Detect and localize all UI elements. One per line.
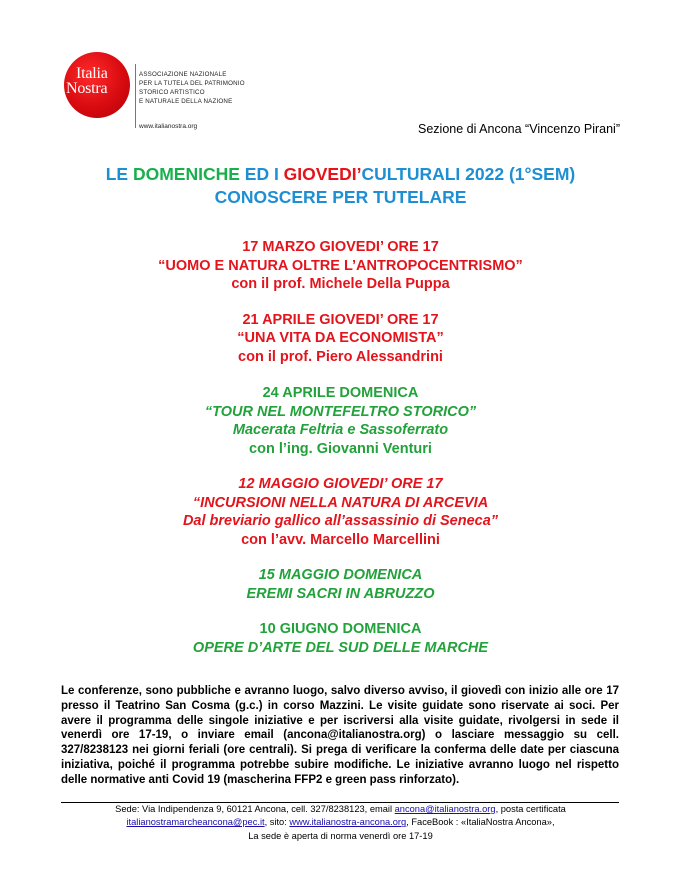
event-item — [0, 475, 681, 549]
event-speaker: con l’avv. Marcello Marcellini — [241, 531, 440, 548]
event-item — [0, 384, 681, 458]
assoc-line: E NATURALE DELLA NAZIONE — [139, 98, 233, 105]
logo-website: www.italianostra.org — [139, 123, 198, 130]
footer-line3: La sede è aperta di norma venerdì ore 17-19 — [248, 830, 433, 841]
event-date: 17 MARZO GIOVEDI’ ORE 17 — [242, 239, 439, 255]
logo-name-line2: Nostra — [66, 80, 108, 97]
event-speaker: con l’ing. Giovanni Venturi — [249, 440, 432, 457]
event-date: 12 MAGGIO GIOVEDI’ ORE 17 — [238, 476, 443, 492]
footer-text: , sito: — [264, 817, 290, 828]
assoc-line: PER LA TUTELA DEL PATRIMONIO — [139, 80, 245, 87]
section-name: Sezione di Ancona “Vincenzo Pirani” — [418, 122, 620, 136]
logo-wordmark — [66, 66, 130, 96]
event-title: EREMI SACRI IN ABRUZZO — [246, 585, 435, 602]
event-date: 15 MAGGIO DOMENICA — [258, 567, 423, 583]
footer-text: , FaceBook : «ItaliaNostra Ancona», — [406, 817, 555, 828]
email-link[interactable]: ancona@italianostra.org — [394, 804, 496, 814]
event-subtitle: Macerata Feltria e Sassoferrato — [232, 422, 449, 438]
title-part: CULTURALI 2022 (1°SEM) — [361, 164, 576, 184]
footer-line1 — [0, 803, 681, 816]
page-title — [0, 164, 681, 185]
website-link[interactable]: www.italianostra-ancona.org — [289, 817, 407, 828]
page-subtitle: CONOSCERE PER TUTELARE — [214, 187, 467, 207]
event-item — [0, 238, 681, 294]
title-part: ED I — [239, 164, 284, 184]
event-subtitle: Dal breviario gallico all’assassinio di Seneca” — [182, 513, 499, 529]
info-paragraph: Le conferenze, sono pubbliche e avranno luogo, salvo diverso avviso, il giovedì con inizio alle ore 17 presso il Teatrino San Cosma (g.c.) in corso Mazzini. Le visite guidate sono riservate ai soci. Per avere il programma delle singole iniziative e per iscriversi alla visite guidate, rivolgersi in sede il venerdì ore 17-19, o inviare email (ancona@italianostra.org) o lasciare messaggio su cell. 327/8238123 nei giorni feriali (ore centrali). Si prega di verificare la conferma delle date per ciascuna iniziativa, poiché il programma potrebbe subire modifiche. Le iniziative avranno luogo nel rispetto delle normative anti Covid 19 (mascherina FFP2 e green pass rinforzato). — [61, 685, 619, 786]
title-domeniche: DOMENICHE — [132, 164, 240, 184]
logo-divider — [135, 64, 136, 128]
footer — [0, 803, 681, 843]
assoc-line: STORICO ARTISTICO — [139, 89, 205, 96]
event-speaker: con il prof. Piero Alessandrini — [238, 348, 443, 365]
footer-text: Sede: Via Indipendenza 9, 60121 Ancona, cell. 327/8238123, email — [115, 804, 395, 814]
italia-nostra-logo — [64, 52, 264, 132]
event-title: “INCURSIONI NELLA NATURA DI ARCEVIA — [192, 494, 489, 511]
event-date: 24 APRILE DOMENICA — [262, 385, 419, 401]
title-giovedi: GIOVEDI’ — [283, 164, 362, 184]
event-date: 10 GIUGNO DOMENICA — [259, 621, 422, 637]
event-title: OPERE D’ARTE DEL SUD DELLE MARCHE — [192, 639, 489, 656]
event-speaker: con il prof. Michele Della Puppa — [231, 276, 450, 292]
event-date: 21 APRILE GIOVEDI’ ORE 17 — [242, 311, 439, 328]
logo-name-line1: Italia — [76, 65, 108, 82]
footer-line2 — [0, 816, 681, 829]
events-list — [0, 238, 681, 674]
event-item — [0, 311, 681, 367]
event-title: “UOMO E NATURA OLTRE L’ANTROPOCENTRISMO” — [158, 257, 523, 274]
event-item — [0, 620, 681, 657]
title-part: LE — [105, 164, 133, 184]
event-item — [0, 566, 681, 603]
pec-link[interactable]: italianostramarcheancona@pec.it — [126, 817, 265, 828]
assoc-line: ASSOCIAZIONE NAZIONALE — [139, 71, 227, 78]
event-title: “TOUR NEL MONTEFELTRO STORICO” — [204, 403, 477, 420]
footer-text: , posta certificata — [495, 804, 566, 814]
association-description — [139, 70, 245, 106]
event-title: “UNA VITA DA ECONOMISTA” — [237, 330, 444, 346]
